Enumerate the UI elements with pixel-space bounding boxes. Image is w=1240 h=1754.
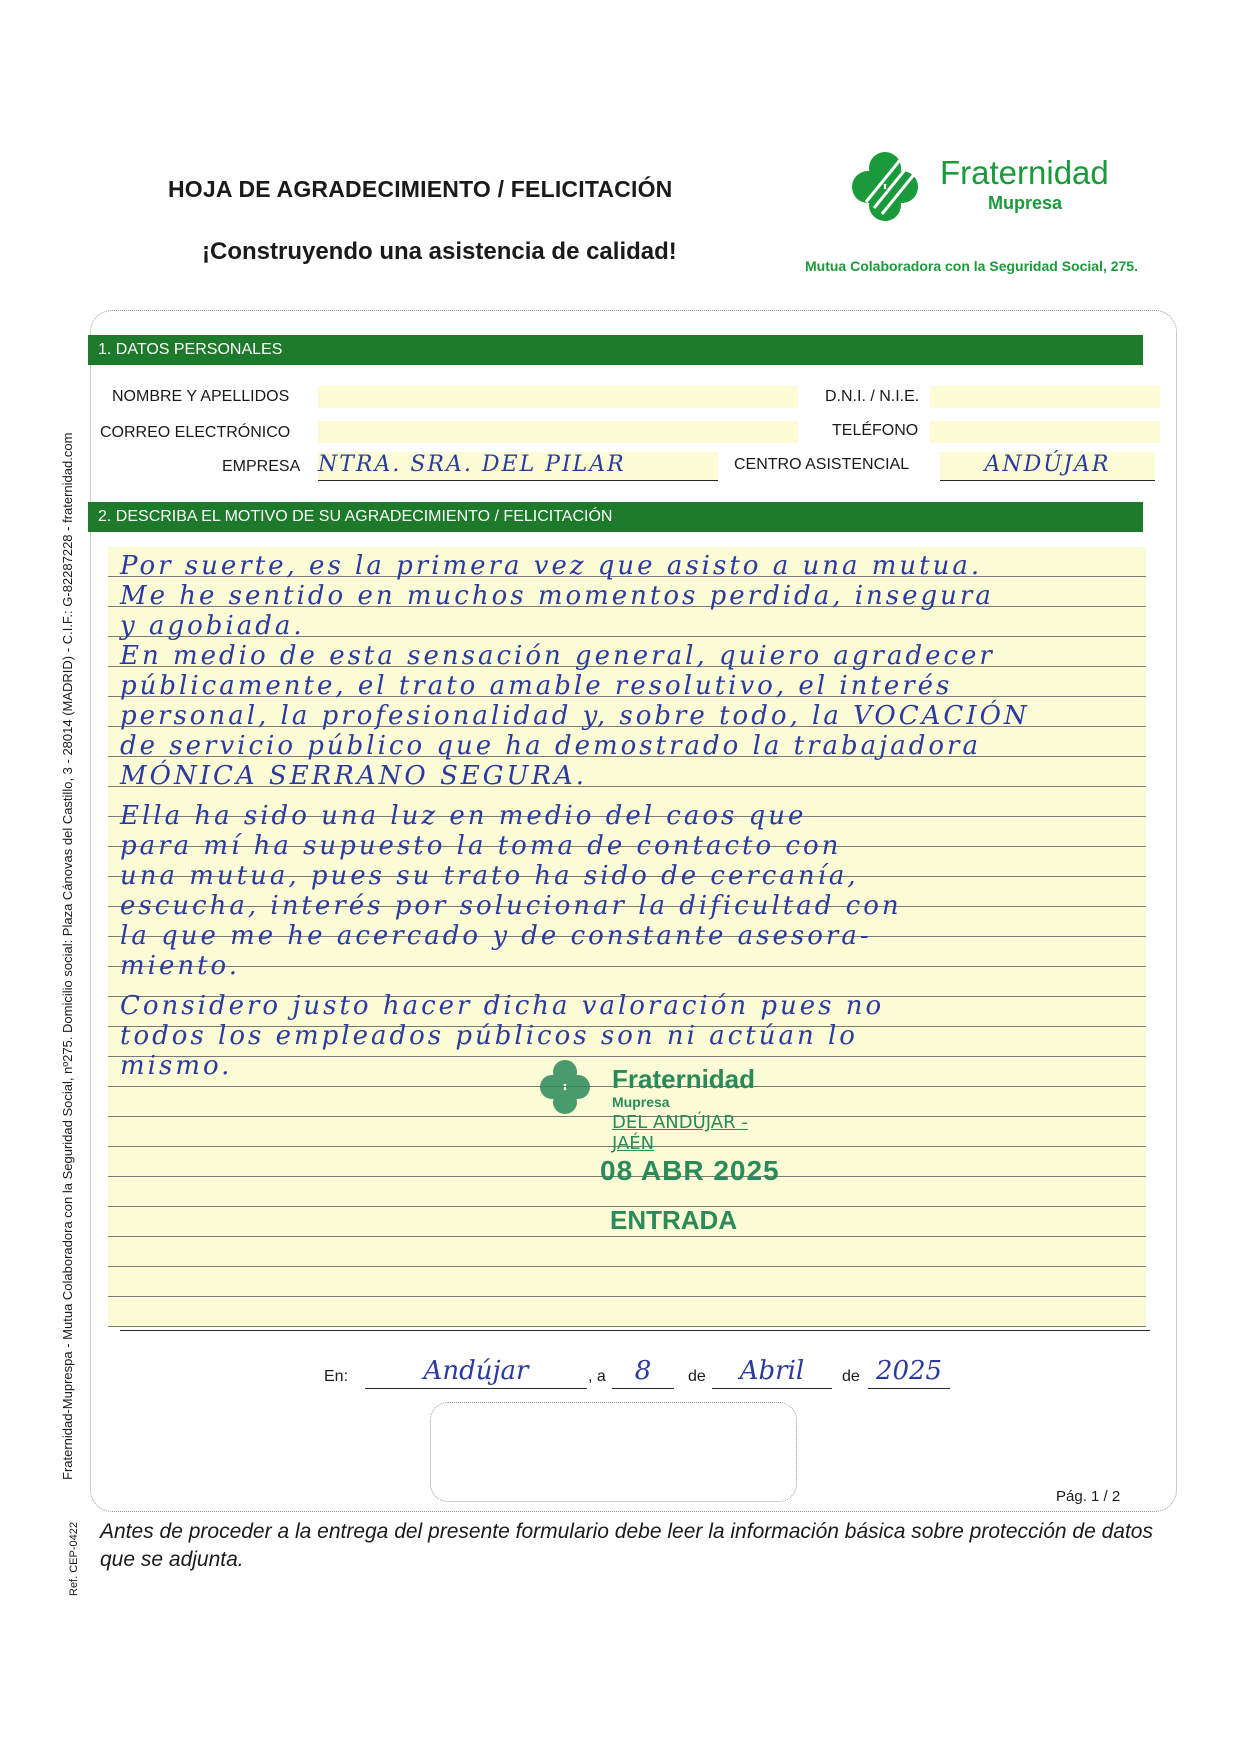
empresa-field[interactable]: NTRA. SRA. DEL PILAR bbox=[318, 452, 718, 481]
nombre-label: NOMBRE Y APELLIDOS bbox=[112, 388, 290, 405]
handwritten-line: mismo. bbox=[120, 1051, 233, 1081]
stamp-brand-sub: Mupresa bbox=[612, 1094, 670, 1110]
telefono-label: TELÉFONO bbox=[832, 422, 919, 439]
handwritten-line: Considero justo hacer dicha valoración pues no bbox=[120, 991, 885, 1021]
dni-label: D.N.I. / N.I.E. bbox=[825, 388, 920, 405]
stamp-clover-icon bbox=[530, 1058, 600, 1118]
fraternidad-logo bbox=[838, 150, 1168, 230]
de-label-2: de bbox=[842, 1368, 860, 1385]
handwritten-line: todos los empleados públicos son ni actúan lo bbox=[120, 1021, 858, 1051]
year-field[interactable]: 2025 bbox=[868, 1356, 950, 1389]
handwritten-line: Me he sentido en muchos momentos perdida, insegura bbox=[120, 581, 994, 611]
place-field[interactable]: Andújar bbox=[365, 1356, 587, 1389]
handwritten-line: escucha, interés por solucionar la dificultad con bbox=[120, 891, 902, 921]
correo-label: CORREO ELECTRÓNICO bbox=[100, 424, 291, 441]
legal-side-text: Fraternidad-Muprespa - Mutua Colaboradora con la Seguridad Social, nº275. Domicilio social: Plaza Cánovas del Castillo, 3 - 28014 (MADRID) - C.I.F.: G-82287228 - fraternidad.com bbox=[60, 432, 75, 1480]
handwritten-line: una mutua, pues su trato ha sido de cercanía, bbox=[120, 861, 859, 891]
a-label: , a bbox=[588, 1368, 606, 1385]
form-subtitle: ¡Construyendo una asistencia de calidad! bbox=[202, 238, 677, 265]
handwritten-line: En medio de esta sensación general, quiero agradecer bbox=[120, 641, 995, 671]
handwritten-line: personal, la profesionalidad y, sobre todo, la VOCACIÓN bbox=[120, 701, 1030, 731]
stamp-entrada: ENTRADA bbox=[610, 1205, 738, 1235]
handwritten-line: y agobiada. bbox=[120, 611, 305, 641]
nombre-field[interactable] bbox=[318, 386, 798, 408]
form-title: HOJA DE AGRADECIMIENTO / FELICITACIÓN bbox=[168, 176, 673, 202]
clover-logo-icon bbox=[838, 150, 933, 225]
centro-label: CENTRO ASISTENCIAL bbox=[734, 456, 910, 473]
handwritten-line: MÓNICA SERRANO SEGURA. bbox=[120, 761, 588, 791]
data-protection-notice: Antes de proceder a la entrega del presente formulario debe leer la información básica sobre protección de datos que se adjunta. bbox=[100, 1520, 1153, 1571]
centro-field[interactable]: ANDÚJAR bbox=[940, 452, 1155, 481]
stamp-date: 08 ABR 2025 bbox=[600, 1155, 780, 1186]
handwritten-line: la que me he acercado y de constante asesora- bbox=[120, 921, 872, 951]
logo-name: Fraternidad bbox=[940, 154, 1109, 191]
empresa-label: EMPRESA bbox=[222, 458, 301, 475]
telefono-field[interactable] bbox=[930, 421, 1160, 443]
stamp-office: DEL ANDÚJAR - JAÉN bbox=[612, 1112, 748, 1154]
divider bbox=[120, 1330, 1150, 1331]
correo-field[interactable] bbox=[318, 421, 798, 443]
entry-stamp bbox=[530, 1058, 790, 1238]
handwritten-line: miento. bbox=[120, 951, 241, 981]
page-number: Pág. 1 / 2 bbox=[1056, 1488, 1121, 1505]
stamp-brand: Fraternidad bbox=[612, 1064, 756, 1094]
dni-field[interactable] bbox=[930, 386, 1160, 408]
handwritten-line: públicamente, el trato amable resolutivo, el interés bbox=[120, 671, 953, 701]
handwritten-line: Por suerte, es la primera vez que asisto a una mutua. bbox=[120, 551, 983, 581]
en-label: En: bbox=[324, 1368, 349, 1385]
mutua-caption: Mutua Colaboradora con la Seguridad Social, 275. bbox=[805, 258, 1138, 274]
logo-sub: Mupresa bbox=[988, 193, 1063, 213]
section2-heading: 2. DESCRIBA EL MOTIVO DE SU AGRADECIMIENTO / FELICITACIÓN bbox=[88, 502, 1143, 532]
day-field[interactable]: 8 bbox=[612, 1356, 674, 1389]
section1-heading: 1. DATOS PERSONALES bbox=[88, 335, 1143, 365]
ref-code: Ref. CEP-0422 bbox=[68, 1522, 80, 1596]
handwritten-line: Ella ha sido una luz en medio del caos que bbox=[120, 801, 807, 831]
handwritten-line: de servicio público que ha demostrado la trabajadora bbox=[120, 731, 981, 761]
handwritten-line: para mí ha supuesto la toma de contacto con bbox=[120, 831, 842, 861]
month-field[interactable]: Abril bbox=[712, 1356, 832, 1389]
de-label-1: de bbox=[688, 1368, 706, 1385]
signature-box[interactable] bbox=[430, 1402, 797, 1502]
